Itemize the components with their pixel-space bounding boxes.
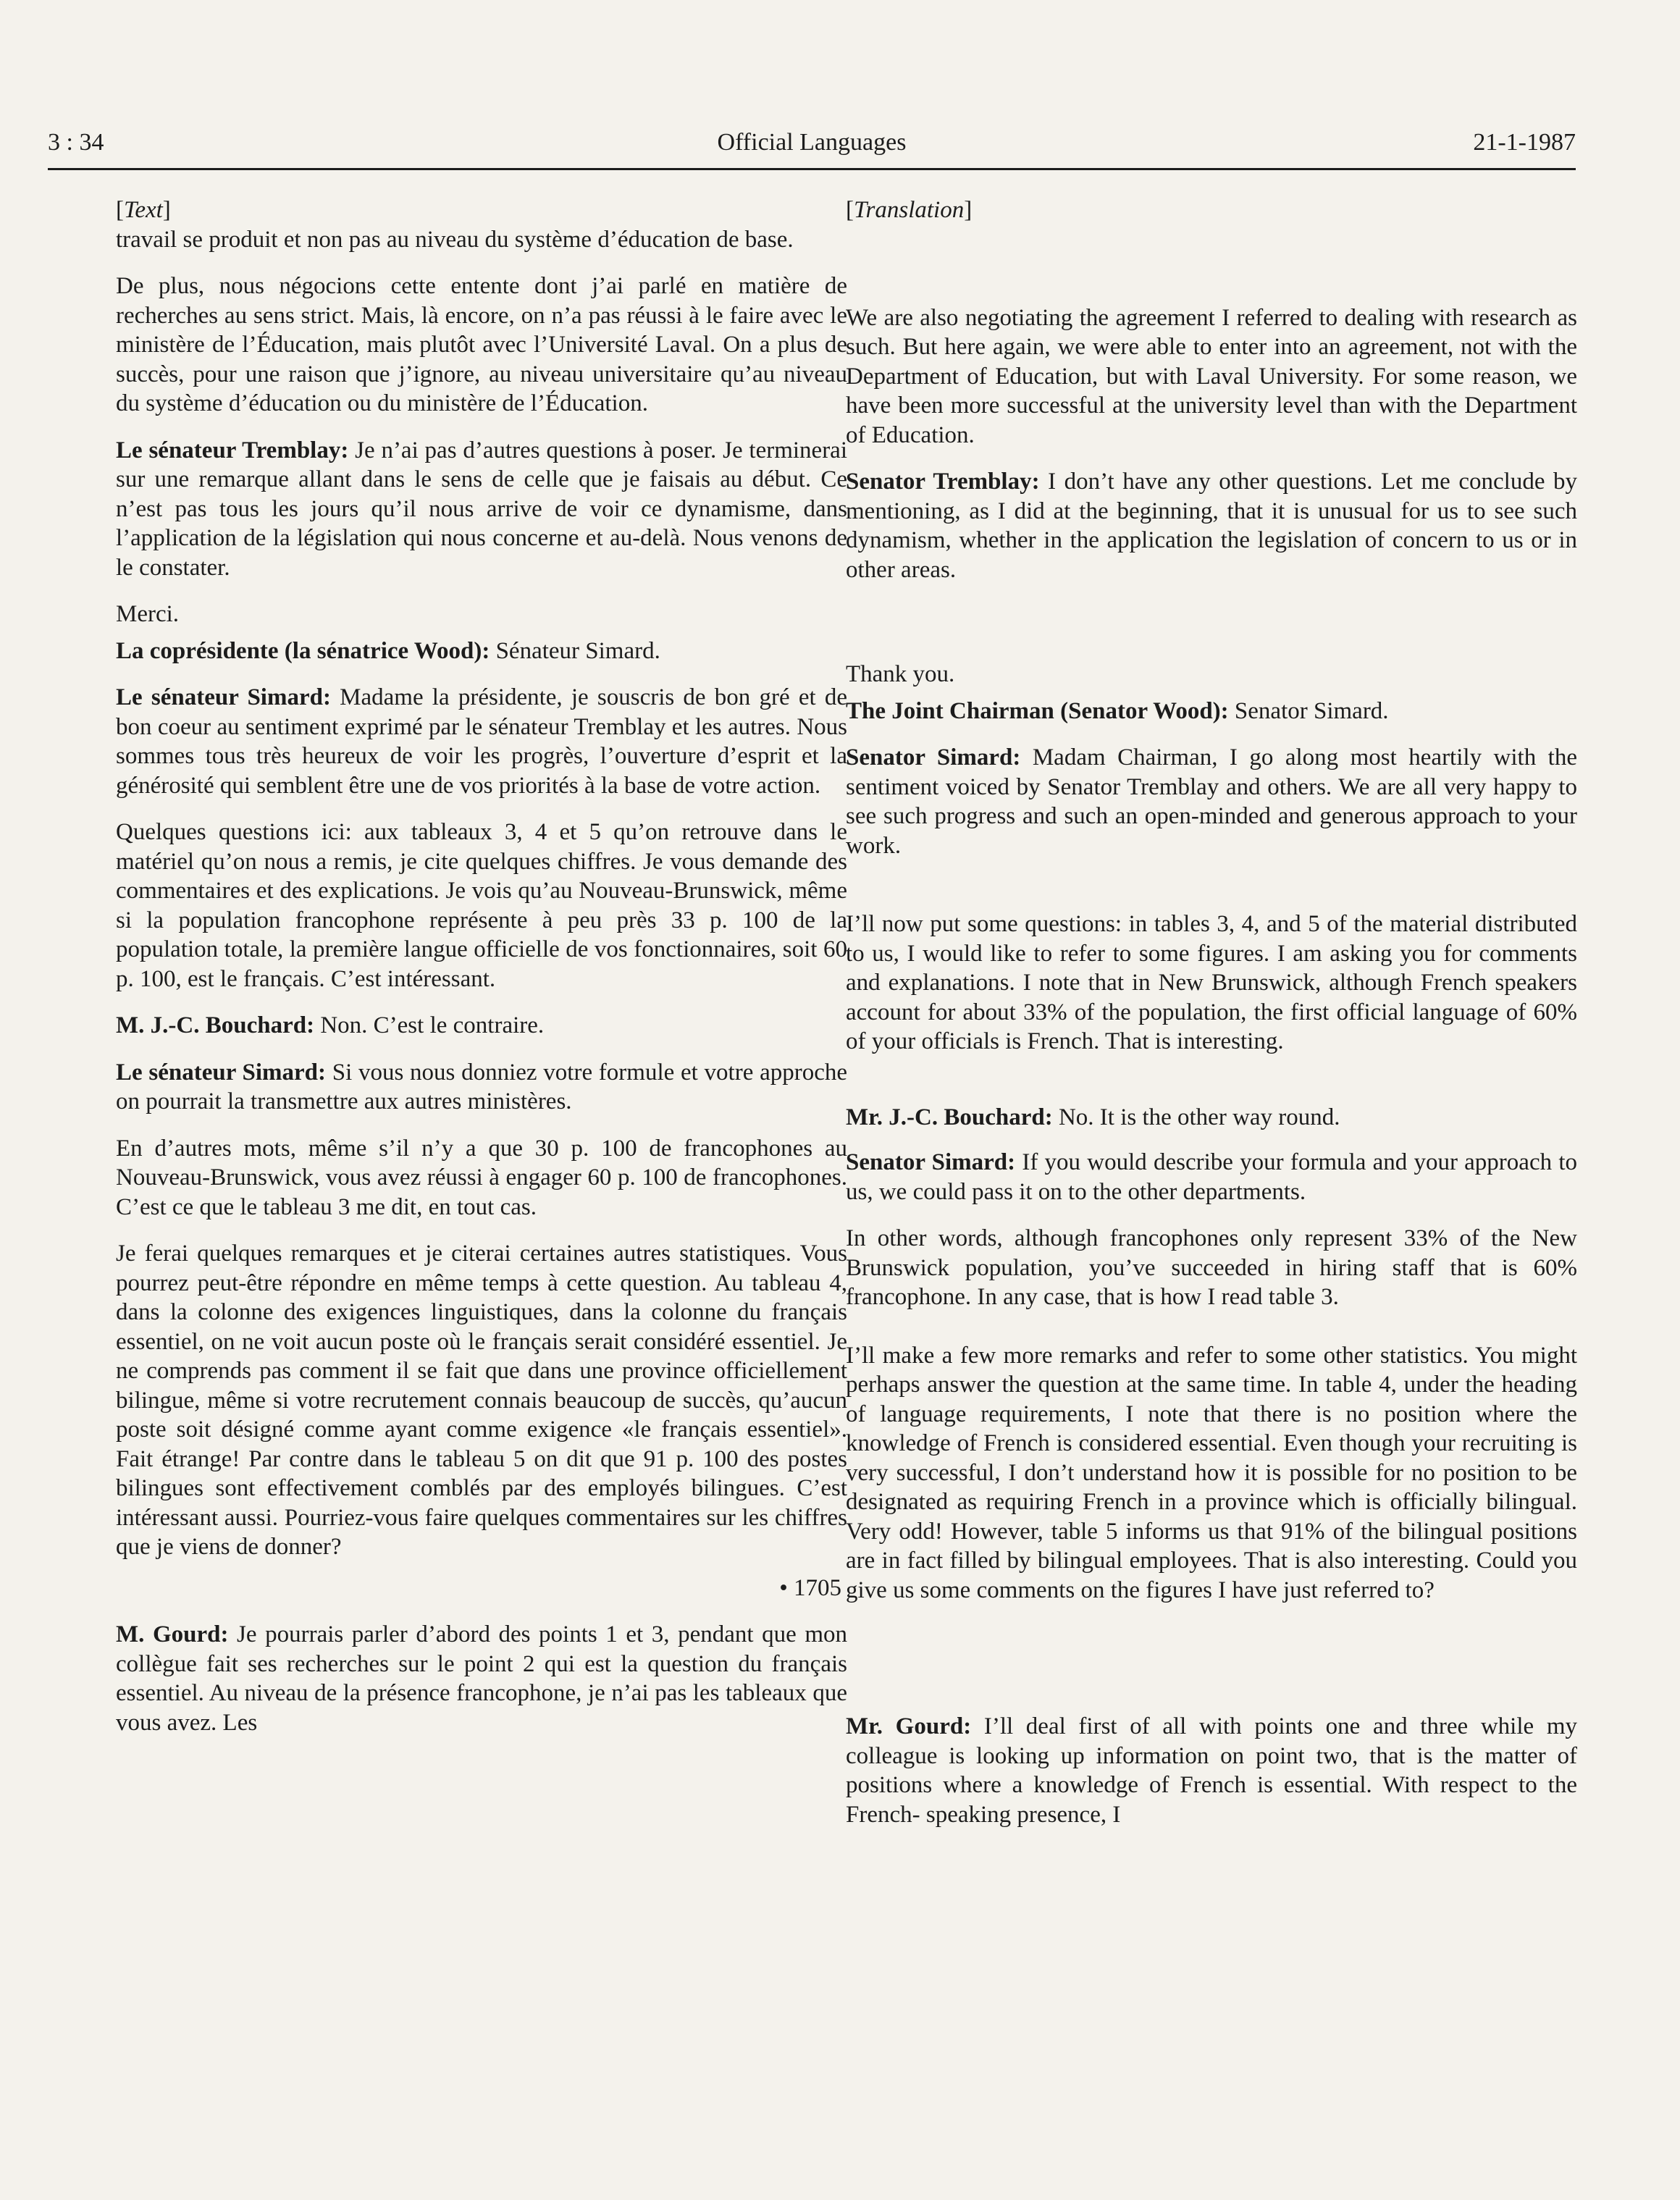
time-marker: • 1705: [779, 1574, 841, 1601]
speaker-name: Senator Tremblay:: [846, 469, 1040, 495]
header-rule: [48, 168, 1576, 170]
paragraph: I’ll now put some questions: in tables 3, 4, and 5 of the material distributed to us, I would like to refer to some figures. I am asking you for comments and explanations. I note that in New Brunswick, although French speakers account for about 33% of the population, the first official language of 60% of your officials is French. That is interesting.: [846, 911, 1577, 1054]
paragraph: [846, 467, 1577, 584]
paragraph: [846, 1103, 1577, 1133]
publication-title: Official Languages: [717, 129, 907, 156]
french-column: [116, 196, 847, 1737]
speech-text: Non. C’est le contraire.: [314, 1012, 545, 1038]
speaker-name: Mr. Gourd:: [846, 1713, 972, 1739]
paragraph: [116, 436, 847, 583]
paragraph: [846, 1712, 1577, 1829]
speaker-name: Mr. J.-C. Bouchard:: [846, 1104, 1053, 1130]
paragraph: Merci.: [116, 601, 180, 627]
speaker-name: Senator Simard:: [846, 1149, 1016, 1175]
speaker-name: M. Gourd:: [116, 1621, 229, 1647]
paragraph: Je ferai quelques remarques et je citerai certaines autres statistiques. Vous pourrez peut-être répondre en même temps à cette question. Au tableau 4, dans la colonne des exigences linguistiques, dans la colonne du français essentiel, on ne voit aucun poste où le français serait considéré essentiel. Je ne comprends pas comment il se fait que dans une province officiellement bilingue, même si votre recrutement connais beaucoup de succès, qu’aucun poste soit désigné comme ayant comme exigence «le français essentiel». Fait étrange! Par contre dans le tableau 5 on dit que 91 p. 100 des postes bilingues sont effectivement comblés par des employés bilingues. C’est intéressant aussi. Pourriez-vous faire quelques commentaires sur les chiffres que je viens de donner?: [116, 1240, 847, 1560]
speaker-name: The Joint Chairman (Senator Wood):: [846, 697, 1229, 724]
paragraph: [116, 1620, 847, 1737]
translation-tag: [Translation]: [846, 197, 973, 223]
paragraph: travail se produit et non pas au niveau du système d’éducation de base.: [116, 226, 794, 253]
speaker-name: Le sénateur Simard:: [116, 684, 331, 710]
paragraph: [116, 637, 847, 666]
speaker-name: M. J.-C. Bouchard:: [116, 1012, 315, 1038]
speaker-name: Senator Simard:: [846, 744, 1021, 771]
paragraph: We are also negotiating the agreement I referred to dealing with research as such. But here again, we were able to enter into an agreement, not with the Department of Education, but with Laval University. For some reason, we have been more successful at the university level than with the Department of Education.: [846, 304, 1577, 448]
speech-text: Madam Chairman, I go along most heartily with the sentiment voiced by Senator Tremblay and others. We are all very happy to see such progress and such an open-minded and generous approach to your work.: [846, 744, 1577, 859]
speech-text: I’ll deal first of all with points one and three while my colleague is looking up information on point two, that is the matter of positions where a knowledge of French is essential. With respect to the French- speaking presence, I: [846, 1713, 1577, 1828]
paragraph: Quelques questions ici: aux tableaux 3, 4 et 5 qu’on retrouve dans le matériel qu’on nous a remis, je cite quelques chiffres. Je vous demande des commentaires et des explications. Je vois qu’au Nouveau-Brunswick, même si la population francophone représente à peu près 33 p. 100 de la population totale, la première langue officielle de vos fonctionnaires, soit 60 p. 100, est le français. C’est intéressant.: [116, 819, 847, 992]
page-header: [48, 129, 1576, 167]
speech-text: Je n’ai pas d’autres questions à poser. Je terminerai sur une remarque allant dans le sens de celle que je faisais au début. Ce n’est pas tous les jours qu’il nous arrive de voir ce dynamisme, dans l’application de la législation qui nous concerne et au-delà. Nous venons de le constater.: [116, 437, 847, 581]
speaker-name: La coprésidente (la sénatrice Wood):: [116, 637, 490, 664]
paragraph: [116, 683, 847, 800]
paragraph: [116, 1011, 847, 1041]
speech-text: No. It is the other way round.: [1052, 1104, 1340, 1130]
speech-text: Senator Simard.: [1228, 697, 1389, 724]
text-tag: [Text]: [116, 197, 171, 223]
paragraph: [846, 1148, 1577, 1206]
speaker-name: Le sénateur Simard:: [116, 1059, 326, 1086]
speech-text: Madame la présidente, je souscris de bon gré et de bon coeur au sentiment exprimé par le sénateur Tremblay et les autres. Nous sommes tous très heureux de voir les progrès, l’ouverture d’esprit et la générosité qui semblent être une de vos priorités à la base de votre action.: [116, 684, 847, 799]
paragraph: En d’autres mots, même s’il n’y a que 30 p. 100 de francophones au Nouveau-Brunswick, vous avez réussi à engager 60 p. 100 de francophones. C’est ce que le tableau 3 me dit, en tout cas.: [116, 1135, 847, 1220]
page-date: 21-1-1987: [1473, 129, 1576, 156]
paragraph: [116, 1058, 847, 1117]
speaker-name: Le sénateur Tremblay:: [116, 437, 349, 463]
page-number: 3 : 34: [48, 129, 104, 156]
speech-text: Je pourrais parler d’abord des points 1 et 3, pendant que mon collègue fait ses recherches sur le point 2 qui est la question du français essentiel. Au niveau de la présence francophone, je n’ai pas les tableaux que vous avez. Les: [116, 1621, 847, 1736]
paragraph: I’ll make a few more remarks and refer to some other statistics. You might perhaps answer the question at the same time. In table 4, under the heading of language requirements, I note that there is no position where the knowledge of French is considered essential. Even though your recruiting is very successful, I don’t understand how it is possible for no position to be designated as requiring French in a province which is officially bilingual. Very odd! However, table 5 informs us that 91% of the bilingual positions are in fact filled by bilingual employees. That is also interesting. Could you give us some comments on the figures I have just referred to?: [846, 1342, 1577, 1603]
paragraph: [846, 697, 1577, 726]
paragraph: Thank you.: [846, 661, 955, 687]
speech-text: I don’t have any other questions. Let me conclude by mentioning, as I did at the beginning, that it is unusual for us to see such dynamism, whether in the application the legislation of concern to us or in other areas.: [846, 469, 1577, 583]
paragraph: In other words, although francophones only represent 33% of the New Brunswick population, you’ve succeeded in hiring staff that is 60% francophone. In any case, that is how I read table 3.: [846, 1225, 1577, 1310]
speech-text: Si vous nous donniez votre formule et votre approche on pourrait la transmettre aux autres ministères.: [116, 1059, 847, 1114]
speech-text: If you would describe your formula and your approach to us, we could pass it on to the other departments.: [846, 1149, 1577, 1205]
paragraph: De plus, nous négocions cette entente dont j’ai parlé en matière de recherches au sens strict. Mais, là encore, on n’a pas réussi à le faire avec le ministère de l’Éducation, mais plutôt avec l’Université Laval. On a plus de succès, pour une raison que j’ignore, au niveau universitaire qu’au niveau du système d’éducation ou du ministère de l’Éducation.: [116, 273, 847, 416]
english-column: [846, 196, 1577, 1829]
paragraph: [846, 743, 1577, 860]
speech-text: Sénateur Simard.: [490, 637, 660, 664]
